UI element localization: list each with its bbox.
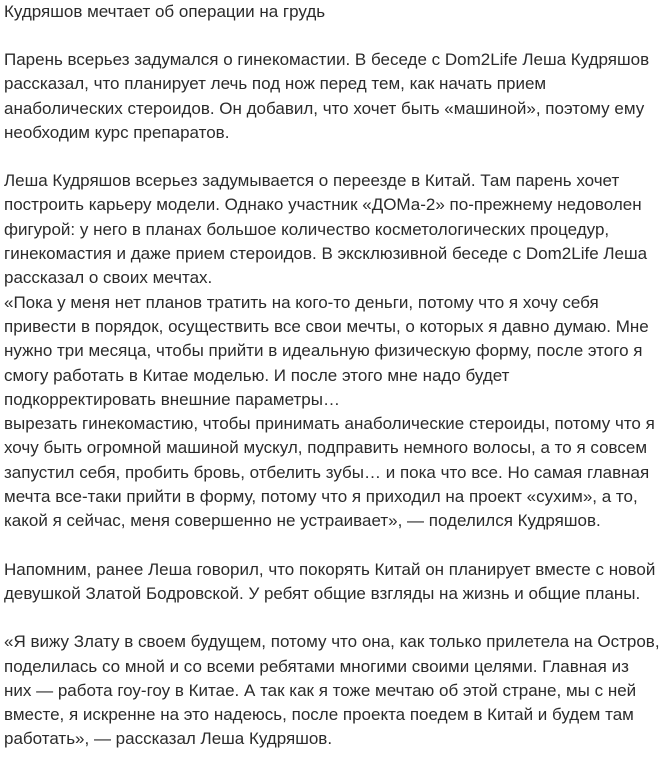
spacer bbox=[4, 534, 666, 558]
lead-paragraph: Парень всерьез задумался о гинекомастии. В беседе с Dom2Life Леша Кудряшов рассказал, что планирует лечь под нож перед тем, как начать прием анаболических стероидов. Он добавил, что хочет быть «машиной», поэтому ему необходим курс препаратов. bbox=[4, 50, 650, 142]
spacer bbox=[4, 145, 666, 169]
body-paragraph-1: Леша Кудряшов всерьез задумывается о переезде в Китай. Там парень хочет построить карьеру модели. Однако участник «ДОМа-2» по-прежнему недоволен фигурой: у него в планах большое количество косметологических процедур, гинекомастия и даже прием стероидов. В эксклюзивной беседе с Dom2Life Леша рассказал о своих мечтах. bbox=[4, 171, 648, 288]
quote-1-part-1: «Пока у меня нет планов тратить на кого-то деньги, потому что я хочу себя привести в порядок, осуществить все свои мечты, о которых я давно думаю. Мне нужно три месяца, чтобы прийти в идеальную физическую форму, после этого я смогу работать в Китае моделью. И после этого мне надо будет подкорректировать внешние параметры… bbox=[4, 292, 649, 409]
article-title: Кудряшов мечтает об операции на грудь bbox=[4, 2, 326, 21]
quote-2: «Я вижу Злату в своем будущем, потому что она, как только прилетела на Остров, поделилась со мной и со всеми ребятами многими своими целями. Главная из них — работа гоу-гоу в Китае. А так как я тоже мечтаю об этой стране, мы с ней вместе, я искренне на это надеюсь, после проекта поедем в Китай и будем там работать», — рассказал Леша Кудряшов. bbox=[4, 632, 660, 749]
spacer bbox=[4, 606, 666, 630]
spacer bbox=[4, 24, 666, 48]
quote-1-part-2: вырезать гинекомастию, чтобы принимать анаболические стероиды, потому что я хочу быть огромной машиной мускул, подправить немного волосы, а то я совсем запустил себя, пробить бровь, отбелить зубы… и пока что все. Но самая главная мечта все-таки прийти в форму, потому что я приходил на проект «сухим», а то, какой я сейчас, меня совершенно не устраивает», — поделился Кудряшов. bbox=[4, 414, 655, 531]
body-paragraph-2: Напомним, ранее Леша говорил, что покорять Китай он планирует вместе с новой девушкой Златой Бодровской. У ребят общие взгляды на жизнь и общие планы. bbox=[4, 559, 656, 603]
